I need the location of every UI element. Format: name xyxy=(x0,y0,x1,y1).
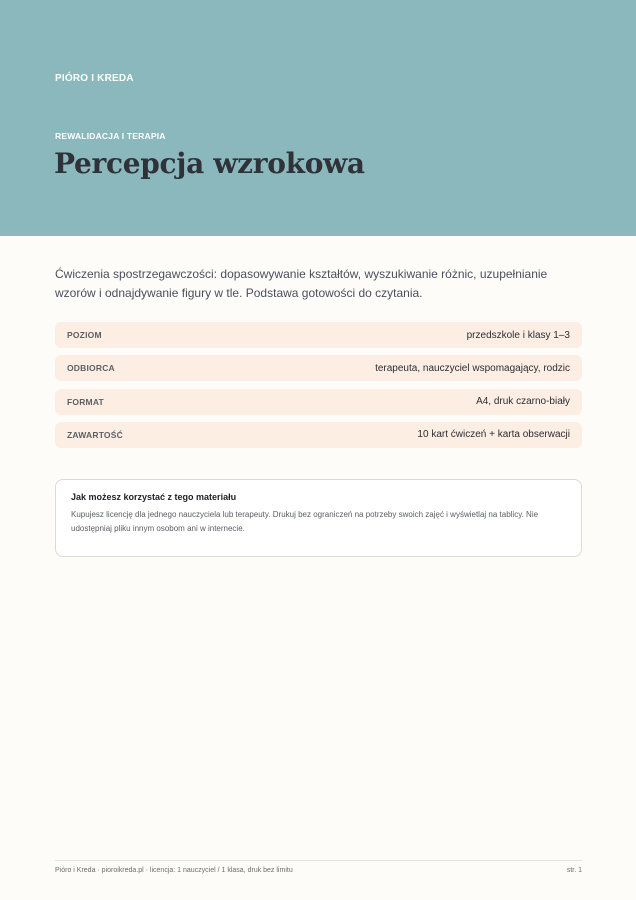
detail-value: przedszkole i klasy 1–3 xyxy=(466,329,570,341)
detail-row-level xyxy=(55,322,582,348)
detail-value: 10 kart ćwiczeń + karta obserwacji xyxy=(417,429,570,441)
detail-row-contents xyxy=(55,422,582,448)
license-text: Kupujesz licencję dla jednego nauczyciela lub terapeuty. Drukuj bez ograniczeń na potrzeby swoich zajęć i wyświetlaj na tablicy. Nie udostępniaj pliku innym osobom ani w internecie. xyxy=(71,510,539,533)
header-banner xyxy=(0,0,636,236)
license-box xyxy=(55,479,582,557)
page-title: Percepcja wzrokowa xyxy=(54,147,365,180)
description: Ćwiczenia spostrzegawczości: dopasowywanie kształtów, wyszukiwanie różnic, uzupełnianie wzorów i odnajdywanie figury w tle. Podstawa gotowości do czytania. xyxy=(55,267,548,300)
category-label: REWALIDACJA I TERAPIA xyxy=(55,131,166,141)
page-footer xyxy=(55,860,582,874)
license-title: Jak możesz korzystać z tego materiału xyxy=(71,492,237,502)
detail-label: ODBIORCA xyxy=(67,363,115,374)
details-list xyxy=(55,322,582,455)
page-number: str. 1 xyxy=(566,867,582,874)
brand-name: PIÓRO I KREDA xyxy=(55,73,134,84)
detail-label: FORMAT xyxy=(67,396,104,407)
detail-label: POZIOM xyxy=(67,330,102,340)
detail-row-audience xyxy=(55,355,582,381)
detail-label: ZAWARTOŚĆ xyxy=(67,429,123,440)
detail-row-format xyxy=(55,389,582,415)
footer-info: Pióro i Kreda · pioroikreda.pl · licencja: 1 nauczyciel / 1 klasa, druk bez limitu xyxy=(55,867,293,874)
detail-value: A4, druk czarno-biały xyxy=(476,396,570,408)
detail-value: terapeuta, nauczyciel wspomagający, rodzic xyxy=(375,362,570,374)
